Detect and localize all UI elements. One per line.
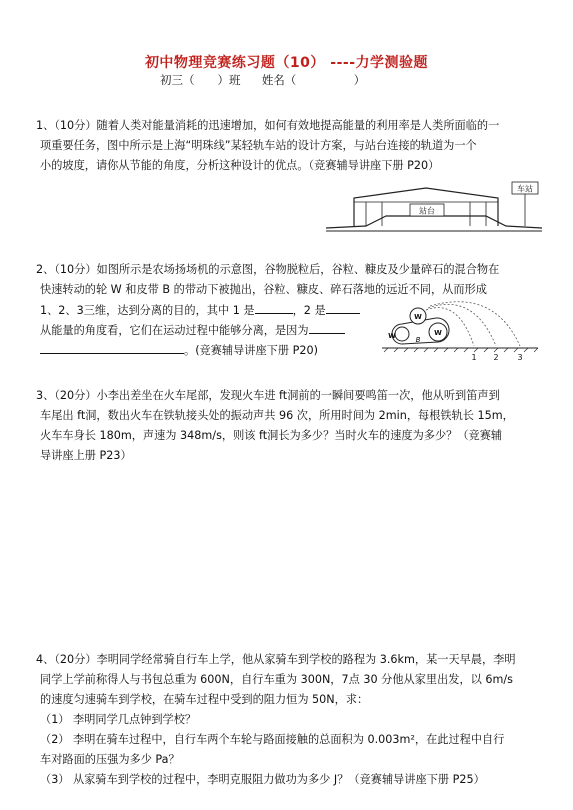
station-figure bbox=[326, 180, 542, 244]
q3-line-3: 火车车身长 180m，声速为 348m/s，则该 ft洞长为多少？当时火车的速度为多少？（竞赛辅 bbox=[40, 429, 503, 442]
winnower-figure bbox=[378, 298, 540, 362]
q4-line-1: 4、（20分）李明同学经常骑自行车上学，他从家骑车到学校的路程为 3.6km，某一天早晨，李明 bbox=[36, 653, 516, 666]
belt-label-b: B bbox=[415, 336, 421, 344]
q3-line-2: 车尾出 ft洞，数出火车在铁轨接头处的振动声共 96 次，所用时间为 2min，每根铁轨长 15m， bbox=[40, 409, 514, 422]
station-sign: 车站 bbox=[517, 184, 533, 194]
wheel-label-w: W bbox=[414, 313, 422, 321]
pile-label-2: 2 bbox=[493, 353, 499, 362]
answer-blank-4[interactable] bbox=[40, 342, 184, 354]
class-label: 初三（ ）班 bbox=[160, 73, 241, 87]
q2-text-d: 。(竞赛辅导讲座下册 P20) bbox=[184, 344, 318, 357]
q3-line-4: 导讲座上册 P23） bbox=[40, 449, 132, 462]
q4-sub-2: （2） 李明在骑车过程中，自行车两个车轮与路面接触的总面积为 0.003m²，在此过程中自行 bbox=[40, 733, 505, 746]
answer-blank-2[interactable] bbox=[326, 302, 360, 314]
q2-line-3 bbox=[40, 302, 360, 318]
q4-sub-1: （1） 李明同学几点钟到学校？ bbox=[40, 713, 197, 726]
student-info bbox=[160, 72, 365, 88]
pile-label-1: 1 bbox=[471, 353, 477, 362]
answer-blank-3[interactable] bbox=[309, 322, 345, 334]
q2-line-5 bbox=[40, 342, 318, 358]
platform-sign: 站台 bbox=[419, 206, 435, 216]
q4-sub-2-cont: 车对路面的压强为多少 Pa？ bbox=[40, 753, 180, 766]
wheel-label-w2: W bbox=[388, 332, 396, 340]
q2-text-c: 从能量的角度看，它们在运动过程中能够分离，是因为 bbox=[40, 324, 309, 337]
q2-text-b: ，2 是 bbox=[292, 304, 326, 317]
wheel-label-w3: W bbox=[434, 329, 442, 337]
q2-line-4 bbox=[40, 322, 345, 338]
q1-line-3: 小的坡度，请你从节能的角度，分析这种设计的优点。（竞赛辅导讲座下册 P20） bbox=[40, 159, 440, 172]
q2-line-1: 2、（10分）如图所示是农场扬场机的示意图，谷物脱粒后，谷粒、糠皮及少量碎石的混合物在 bbox=[36, 263, 500, 276]
q4-line-3: 的速度匀速骑车到学校，在骑车过程中受到的阻力恒为 50N，求： bbox=[40, 693, 369, 706]
q4-sub-3: （3） 从家骑车到学校的过程中，李明克服阻力做功为多少 J？（竞赛辅导讲座下册 P25） bbox=[40, 773, 485, 786]
q3-line-1: 3、（20分）小李出差坐在火车尾部，发现火车进 ft洞前的一瞬间要鸣笛一次，他从听到笛声到 bbox=[36, 389, 500, 402]
q4-line-2: 同学上学前称得人与书包总重为 600N，自行车重为 300N，7点 30 分他从家里出发，以 6m/s bbox=[40, 673, 514, 686]
answer-blank-1[interactable] bbox=[255, 302, 293, 314]
q1-line-1: 1、（10分）随着人类对能量消耗的迅速增加，如何有效地提高能量的利用率是人类所面临的一 bbox=[36, 119, 500, 132]
name-label: 姓名（ ） bbox=[261, 73, 366, 87]
q2-text-a: 1、2、3三维，达到分离的目的，其中 1 是 bbox=[40, 304, 255, 317]
pile-label-3: 3 bbox=[517, 353, 523, 362]
page-title: 初中物理竞赛练习题（10） ----力学测验题 bbox=[144, 55, 429, 71]
q1-line-2: 项重要任务，图中所示是上海“明珠线”某轻轨车站的设计方案，与站台连接的轨道为一个 bbox=[40, 139, 477, 152]
q2-line-2: 快速转动的轮 W 和皮带 B 的带动下被抛出，谷粒、糠皮、碎石落地的远近不同，从而形成 bbox=[40, 283, 487, 296]
